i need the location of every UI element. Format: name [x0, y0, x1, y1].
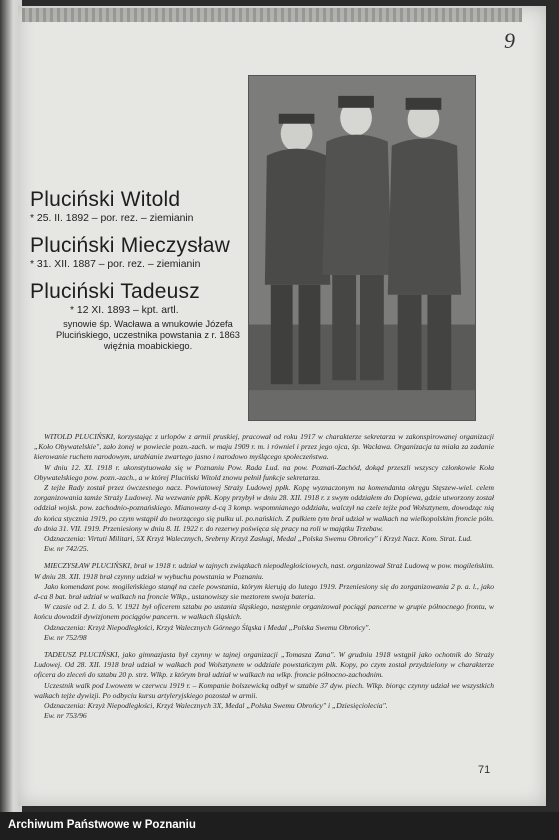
three-officers-photo-graphic: [249, 76, 475, 420]
archive-label: Archiwum Państwowe w Poznaniu: [8, 819, 196, 831]
person-info-witold: * 25. II. 1892 – por. rez. – ziemianin: [30, 213, 194, 224]
paragraph-witold-decorations: Odznaczenia: Virtuti Militari, 5X Krzyż Walecznych, Srebrny Krzyż Zasługi, Medal „Polska Swemu Obrońcy" i Krzyż Nacz. Kom. Strat. Lud.: [44, 534, 473, 544]
person-name-mieczyslaw: Pluciński Mieczysław: [30, 234, 231, 257]
family-description: synowie śp. Wacława a wnukowie Józefa Plucińskiego, uczestnika powstania z r. 1863 więźnia moabickiego.: [56, 319, 240, 351]
record-number-3: Ew. nr 753/96: [44, 711, 87, 721]
paragraph-witold-1: WITOLD PLUCIŃSKI, korzystając z urlopów z armii pruskiej, pracował od roku 1917 w charakterze sekretarza w zakonspirowanej organizacji „Koło Obywatelskie", zało żonej w powiecie pozn.-zach. w maju 1909 r. m. i równiel i przez jego ojca, śp. Wacława. Organizacja ta miała za zadanie kierowanie ruchem narodowym, urabianie zwartego jasno i narodowo myślącego społeczeństwa.: [34, 432, 494, 462]
page-number-bottom: 71: [478, 764, 491, 776]
names-block: [30, 188, 242, 352]
person-info-tadeusz: * 12 XI. 1893 – kpt. artl.: [70, 305, 179, 316]
record-number-2: Ew. nr 752/98: [44, 632, 87, 642]
archive-footer-bar: [0, 812, 559, 840]
paragraph-tadeusz-decorations: Odznaczenia: Krzyż Niepodległości, Krzyż Walecznych 3X, Medal „Polska Swemu Obrońcy" i „Dziesięciolecia".: [44, 701, 388, 711]
handwritten-page-number: 9: [504, 28, 515, 53]
person-info-mieczyslaw: * 31. XII. 1887 – por. rez. – ziemianin: [30, 259, 201, 270]
record-number-1: Ew. nr 742/25.: [44, 544, 89, 554]
paragraph-witold-3: Z tejże Rady został przez ówczesnego nacz. Powiatowej Straży Ludowej ppłk. Kopę wyznaczonym na komendanta okręgu Stęszew-wiel. celem zorganizowania tamże Straży Ludowej. Na wezwanie ppłk. Kopy przybył w dniu 28. XII. 1918 r. z swym oddziałem do Dopiewa, gdzie utworzony został oddział wojsk. pow. zachodnio-poznańskiego. Mianowany d-cą 3 komp. wspomnianego oddziału, walczył na czele tejże pod Wolsztynem, dowodząc nią do końca stycznia 1919, po czym wstąpił do tworzącego się pułku ul. po.nańskich. Z pułkiem tym brał udział w walkach na wielkopolskim froncie półn. do dnia 31. VII. 1919. Przeniesiony w dniu 8. II. 1922 r. do rezerwy poświęca się pracy na roli w majątku Trzebaw.: [34, 483, 494, 533]
spacer: [34, 643, 494, 650]
paragraph-mieczyslaw-decorations: Odznaczenia: Krzyż Niepodległości, Krzyż Walecznych Górnego Śląska i Medal „Polska Swemu Obrońcy".: [44, 622, 371, 632]
person-name-tadeusz: Pluciński Tadeusz: [30, 280, 200, 303]
paragraph-mieczyslaw-3: W czasie od 2. I. do 5. V. 1921 był oficerem sztabu po ustania śląskiego, następnie organizował pociągi pancerne w grupie północnego frontu, w końcu dowodził dywizjonem pociągów pancern. w walkach śląskich.: [34, 602, 494, 622]
paragraph-tadeusz-1: TADEUSZ PLUCIŃSKI, jako gimnazjasta był czynny w tajnej organizacji „Tomasza Zana". W grudniu 1918 wstąpił jako ochotnik do Straży Ludowej. Od 28. XII. 1918 brał udział w walkach pod Wolsztynem w oddziale powstańczym plk. Kopy, po czym został przydzielony w charakterze oficera do zleceń do sztabu 20 p. strz. Wlkp. z którym brał udział w walkach na wlkp. froncie północno-zachodnim.: [34, 650, 494, 680]
person-name-witold: Pluciński Witold: [30, 188, 181, 211]
biography-text: [34, 432, 494, 721]
paragraph-tadeusz-2: Uczestnik walk pod Lwowem w czerwcu 1919 r. – Kompanie bolszewicką odbył w sztabie 37 dyw. piech. Wlkp. biorąc czynny udział we wszystkich walkach tejże dywizji. Po odbyciu kursu artyleryjskiego pozostał w armii.: [34, 680, 494, 700]
paragraph-witold-2: W dniu 12. XI. 1918 r. ukonstytuowała się w Poznaniu Pow. Rada Lud. na pow. Poznań-Zachód, dokąd przeszli wszyscy członkowie Koła Obywatelskiego pow. pozn.-zach., a w której Pluciński Witold znowu pełnił funkcje sekretarza.: [34, 462, 494, 482]
portrait-photo: [248, 75, 476, 421]
paragraph-mieczyslaw-1: MIECZYSŁAW PLUCIŃSKI, brał w 1918 r. udział w tajnych związkach niepodległościowych, nast. organizował Straż Ludową w pow. mogileńskim. W dniu 28. XII. 1918 brał czynny udział w wybuchu powstania w Poznaniu.: [34, 561, 494, 581]
top-torn-strip: [22, 8, 522, 22]
paragraph-mieczyslaw-2: Jako komendant pow. mogileńskiego stanął na czele powstania, którym kierują do lutego 1919. Przeniesiony się do zorganizowania 2 p. a. l., jako d-ca 8 bat. brał udział w walkach na froncie Wlkp., ustanowiszy sie meztorem swoja bateria.: [34, 581, 494, 602]
